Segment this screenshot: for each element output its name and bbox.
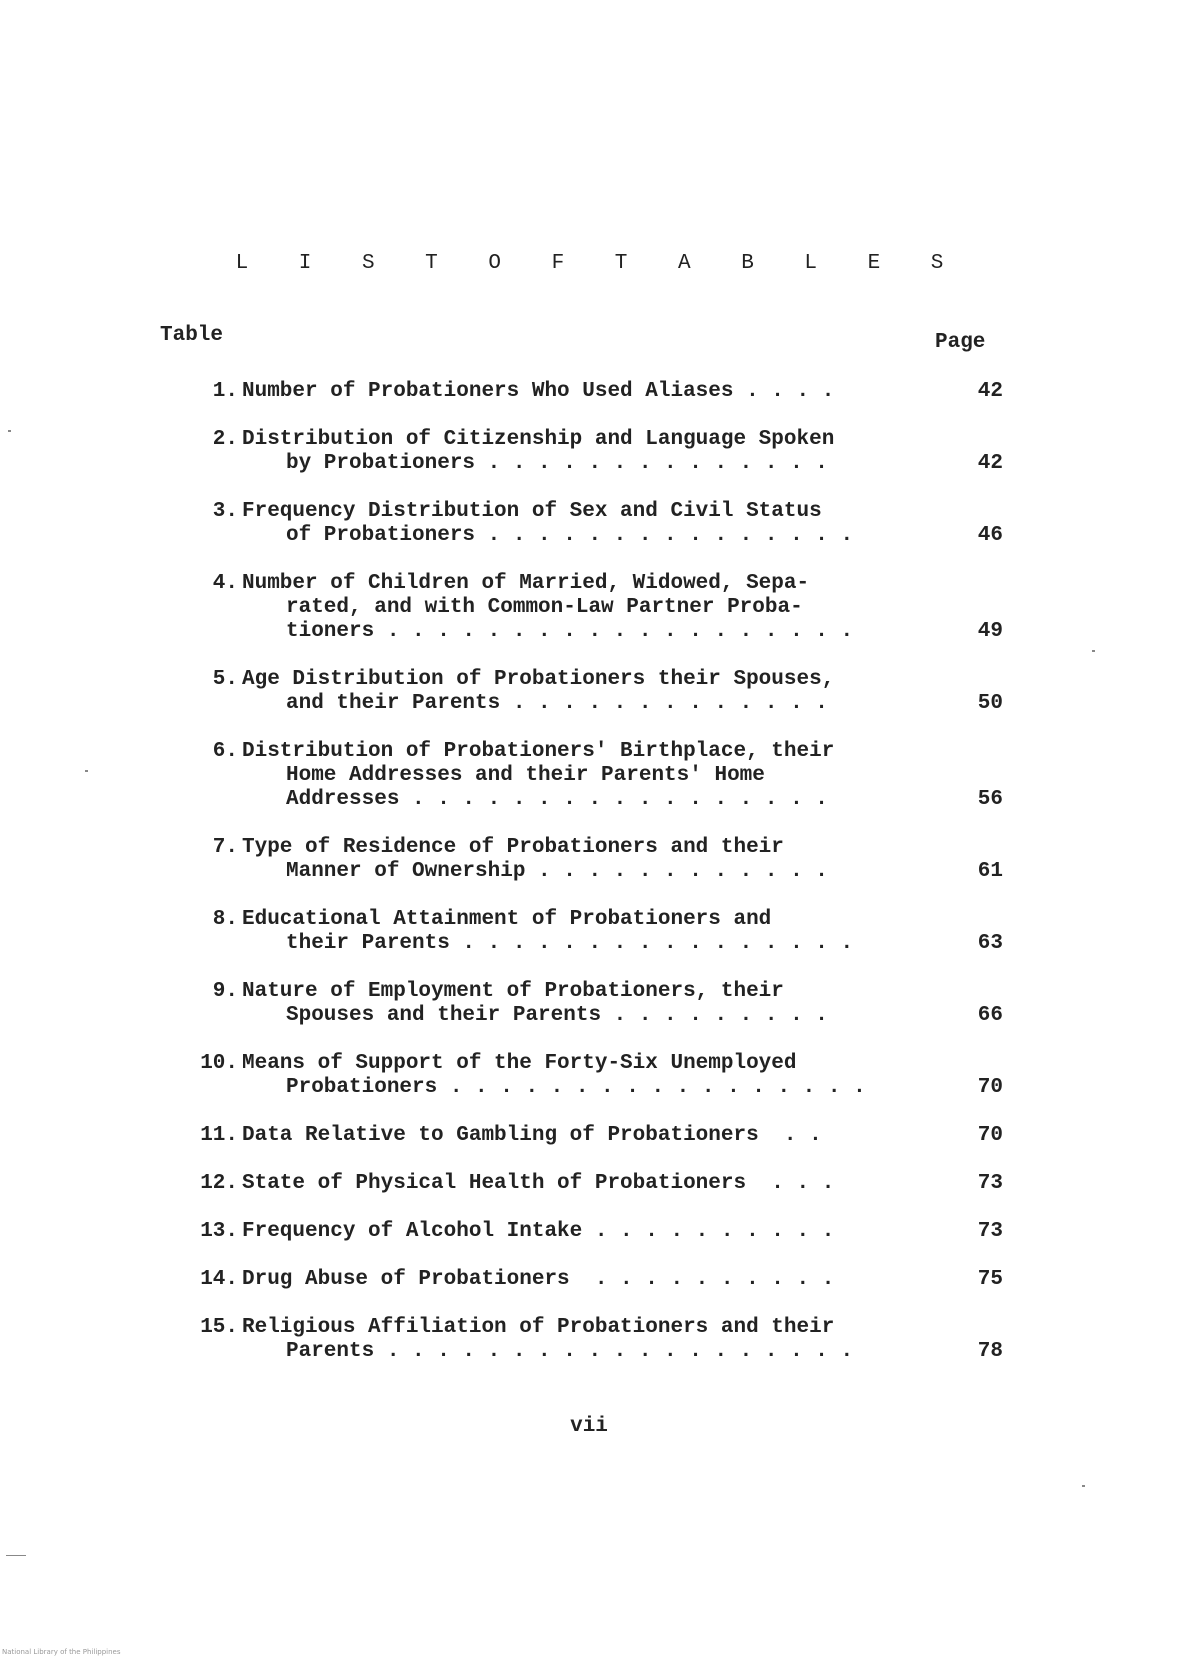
table-entry-page: 42 — [977, 452, 1003, 475]
table-entry-title-line: Age Distribution of Probationers their Spouses, — [242, 668, 835, 691]
table-entry-title-line: Probationers . . . . . . . . . . . . . . . . . — [286, 1076, 866, 1099]
table-entry — [160, 1052, 1003, 1100]
table-entry-number: 10. — [200, 1052, 238, 1075]
table-entry-title-line: and their Parents . . . . . . . . . . . . . — [286, 692, 828, 715]
table-entry-number: 5. — [212, 668, 238, 691]
table-entry-page: 70 — [977, 1076, 1003, 1099]
table-entry-title — [240, 1268, 943, 1292]
table-entry-number: 15. — [200, 1316, 238, 1339]
table-entry — [160, 740, 1003, 812]
table-entry-title-line: Data Relative to Gambling of Probationers . . — [242, 1124, 822, 1147]
table-entry-number: 14. — [200, 1268, 238, 1291]
table-entry — [160, 1172, 1003, 1196]
table-entry-title-line: Spouses and their Parents . . . . . . . . . — [286, 1004, 828, 1027]
table-entry-page: 73 — [977, 1220, 1003, 1243]
table-entry-page: 42 — [977, 380, 1003, 403]
table-entry-number: 9. — [212, 980, 238, 1003]
table-entry-page: 61 — [977, 860, 1003, 883]
table-entry-title-line: Manner of Ownership . . . . . . . . . . . . — [286, 860, 828, 883]
scan-speck — [85, 770, 88, 772]
table-entry — [160, 500, 1003, 548]
table-entry-title-line: their Parents . . . . . . . . . . . . . . . . — [286, 932, 854, 955]
table-entry-title-line: Addresses . . . . . . . . . . . . . . . . . — [286, 788, 828, 811]
table-entry-title-line: Number of Children of Married, Widowed, Sepa- — [242, 572, 810, 595]
table-entry-title-line: Frequency of Alcohol Intake . . . . . . . . . . — [242, 1220, 835, 1243]
table-entry-title — [240, 668, 943, 716]
table-entry-title-line: Religious Affiliation of Probationers and their — [242, 1316, 835, 1339]
table-entry-title — [240, 380, 943, 404]
table-entry-title — [240, 836, 943, 884]
table-entry-title — [240, 500, 943, 548]
table-entry-page: 70 — [977, 1124, 1003, 1147]
table-entry-page: 50 — [977, 692, 1003, 715]
table-entry-page: 73 — [977, 1172, 1003, 1195]
table-entry-number: 11. — [200, 1124, 238, 1147]
table-entry-page: 75 — [977, 1268, 1003, 1291]
table-entry — [160, 668, 1003, 716]
table-entry — [160, 908, 1003, 956]
page-number-footer: vii — [570, 1415, 608, 1438]
table-entry-page: 56 — [977, 788, 1003, 811]
scan-speck — [8, 430, 11, 432]
scan-speck — [1082, 1485, 1085, 1487]
table-entry-title-line: Educational Attainment of Probationers and — [242, 908, 772, 931]
table-entry-title-line: of Probationers . . . . . . . . . . . . . . . — [286, 524, 854, 547]
page-title: L I S T O F T A B L E S — [235, 252, 963, 275]
table-entry-page: 46 — [977, 524, 1003, 547]
table-entry-title-line: by Probationers . . . . . . . . . . . . . . — [286, 452, 828, 475]
table-entry-title-line: tioners . . . . . . . . . . . . . . . . . . . — [286, 620, 854, 643]
table-list — [160, 380, 1003, 1388]
table-entry-title — [240, 572, 943, 644]
table-entry — [160, 1316, 1003, 1364]
table-entry — [160, 980, 1003, 1028]
table-entry-title-line: Distribution of Citizenship and Language Spoken — [242, 428, 835, 451]
scan-speck — [1092, 650, 1095, 652]
table-entry-number: 13. — [200, 1220, 238, 1243]
table-entry — [160, 1268, 1003, 1292]
table-entry-title-line: Parents . . . . . . . . . . . . . . . . . . . — [286, 1340, 854, 1363]
table-entry-number: 12. — [200, 1172, 238, 1195]
table-entry-title-line: Type of Residence of Probationers and their — [242, 836, 784, 859]
table-entry-title — [240, 1052, 943, 1100]
table-entry-page: 78 — [977, 1340, 1003, 1363]
table-entry — [160, 1124, 1003, 1148]
table-entry-number: 3. — [212, 500, 238, 523]
table-entry-title — [240, 1124, 943, 1148]
table-entry-title — [240, 1316, 943, 1364]
table-entry — [160, 428, 1003, 476]
table-entry-number: 4. — [212, 572, 238, 595]
table-entry-number: 1. — [212, 380, 238, 403]
table-entry-number: 8. — [212, 908, 238, 931]
table-entry-title-line: Distribution of Probationers' Birthplace, their — [242, 740, 835, 763]
table-entry — [160, 572, 1003, 644]
column-header-table: Table — [160, 324, 224, 347]
table-entry-title — [240, 980, 943, 1028]
table-entry — [160, 836, 1003, 884]
table-entry-number: 7. — [212, 836, 238, 859]
table-entry-title — [240, 908, 943, 956]
table-entry-page: 63 — [977, 932, 1003, 955]
table-entry-title-line: Drug Abuse of Probationers . . . . . . . . . . — [242, 1268, 835, 1291]
table-entry-title — [240, 428, 943, 476]
table-entry — [160, 1220, 1003, 1244]
table-entry-title-line: rated, and with Common-Law Partner Proba- — [286, 596, 803, 619]
table-entry-title-line: Means of Support of the Forty-Six Unemployed — [242, 1052, 797, 1075]
column-header-page: Page — [935, 331, 986, 354]
table-entry-title-line: Frequency Distribution of Sex and Civil Status — [242, 500, 822, 523]
table-entry-title-line: Nature of Employment of Probationers, their — [242, 980, 784, 1003]
table-entry-page: 66 — [977, 1004, 1003, 1027]
table-entry-title — [240, 740, 943, 812]
table-entry — [160, 380, 1003, 404]
scan-speck — [6, 1555, 26, 1556]
table-entry-title-line: State of Physical Health of Probationers . . . — [242, 1172, 835, 1195]
table-entry-title-line: Home Addresses and their Parents' Home — [286, 764, 765, 787]
table-entry-number: 6. — [212, 740, 238, 763]
table-entry-title-line: Number of Probationers Who Used Aliases . . . . — [242, 380, 835, 403]
table-entry-number: 2. — [212, 428, 238, 451]
table-entry-title — [240, 1220, 943, 1244]
scan-watermark: National Library of the Philippines — [2, 1648, 121, 1656]
table-entry-title — [240, 1172, 943, 1196]
table-entry-page: 49 — [977, 620, 1003, 643]
